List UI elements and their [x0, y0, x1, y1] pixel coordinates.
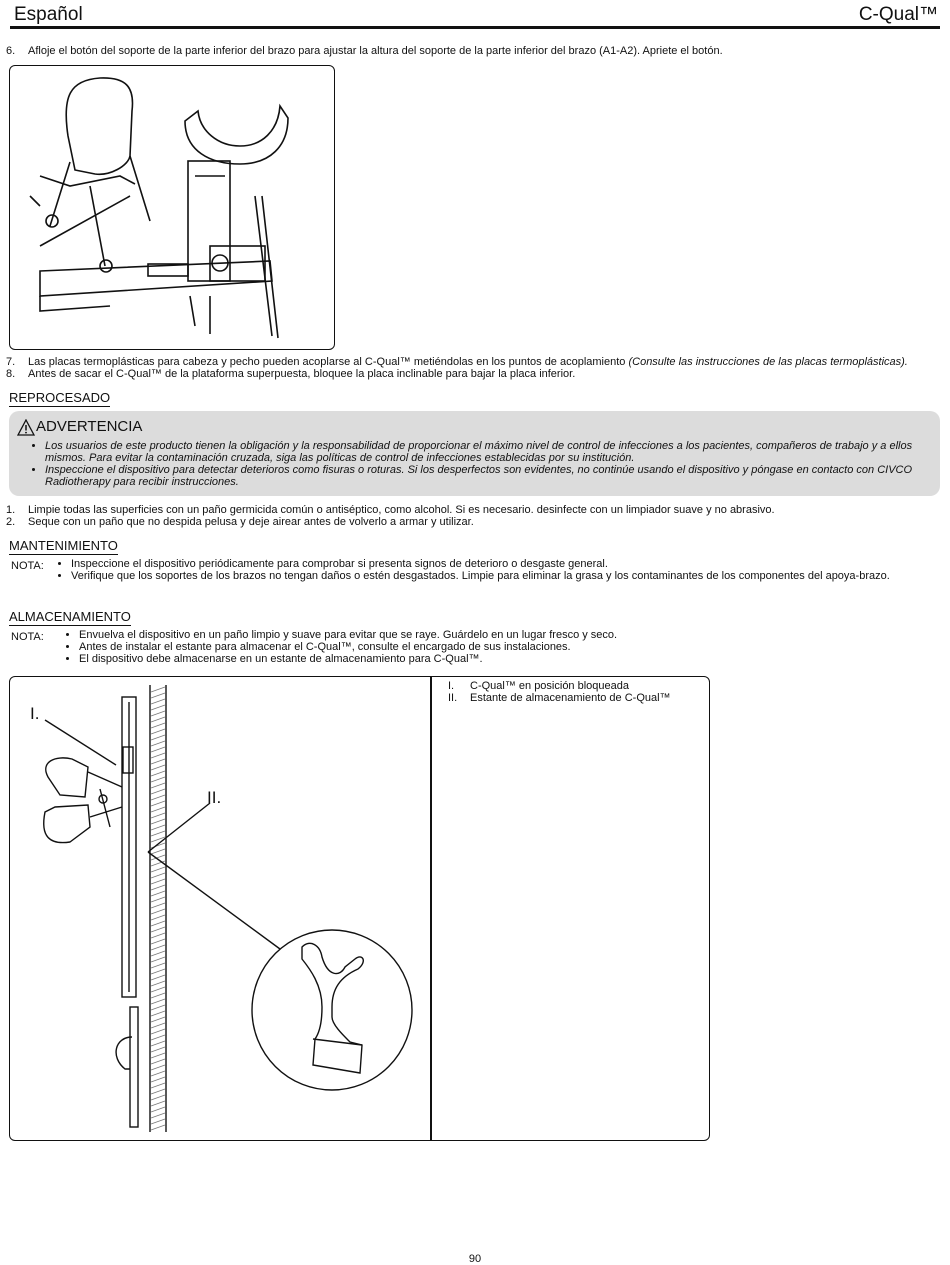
warning-list — [27, 440, 935, 488]
maintenance-list — [53, 558, 891, 582]
list-item: • El dispositivo debe almacenarse en un estante de almacenamiento para C-Qual™. — [79, 653, 879, 665]
legend-text: C-Qual™ en posición bloqueada — [470, 680, 629, 692]
storage-list — [61, 629, 879, 665]
step-text: Limpie todas las superficies con un paño germicida común o antiséptico, como alcohol. Si es necesario. desinfecte con un limpiador suave y no abrasivo. — [28, 504, 775, 516]
nota-label: NOTA: — [11, 560, 44, 572]
callout-label-1: I. — [30, 704, 40, 723]
list-item: • Verifique que los soportes de los brazos no tengan daños o estén desgastados. Limpie para eliminar la grasa y los contaminantes de los componentes del apoya-brazo. — [71, 570, 891, 582]
figure-divider — [430, 677, 432, 1140]
storage-illustration — [10, 677, 430, 1140]
page-number: 90 — [468, 1253, 482, 1265]
figure-storage — [9, 676, 710, 1141]
nota-label: NOTA: — [11, 631, 44, 643]
warning-item: • Inspeccione el dispositivo para detectar deterioros como fisuras o roturas. Si los desperfectos son evidentes, no continúe usando el dispositivo y póngase en contacto con CIVCO Radiotherapy para recibir instrucciones. — [45, 464, 935, 488]
arm-support-illustration — [10, 66, 334, 349]
step-text: Seque con un paño que no despida pelusa y deje airear antes de volverlo a armar y utilizar. — [28, 516, 474, 528]
section-title-almacenamiento: ALMACENAMIENTO — [9, 609, 131, 624]
step-number: 2. — [6, 516, 16, 528]
step-number: 8. — [6, 368, 16, 380]
step-text: Antes de sacar el C-Qual™ de la plataforma superpuesta, bloquee la placa inclinable para bajar la placa inferior. — [28, 368, 576, 380]
legend-text: Estante de almacenamiento de C-Qual™ — [470, 692, 671, 704]
page-header — [10, 4, 940, 29]
warning-icon — [17, 419, 35, 436]
step-number: 6. — [6, 45, 16, 57]
step-number: 7. — [6, 356, 16, 368]
list-item: • Antes de instalar el estante para almacenar el C-Qual™, consulte el encargado de sus instalaciones. — [79, 641, 879, 653]
warning-title: ADVERTENCIA — [36, 418, 143, 435]
section-title-reprocesado: REPROCESADO — [9, 390, 111, 405]
step-text: Afloje el botón del soporte de la parte inferior del brazo para ajustar la altura del soporte de la parte inferior del brazo (A1-A2). Apriete el botón. — [28, 45, 723, 57]
legend-roman: I. — [448, 680, 455, 692]
list-item: • Inspeccione el dispositivo periódicamente para comprobar si presenta signos de deterioro o desgaste general. — [71, 558, 891, 570]
legend-roman: II. — [448, 692, 458, 704]
callout-label-2: II. — [207, 788, 222, 807]
step-text-italic: (Consulte las instrucciones de las placas termoplásticas). — [628, 356, 908, 368]
warning-item: • Los usuarios de este producto tienen la obligación y la responsabilidad de proporcionar el máximo nivel de control de infecciones a los pacientes, compañeros de trabajo y a ellos mismos. Para evitar la contaminación cruzada, siga las políticas de control de infecciones establecidas por su institución. — [45, 440, 935, 464]
header-product: C-Qual™ — [858, 4, 938, 25]
section-title-mantenimiento: MANTENIMIENTO — [9, 538, 118, 553]
warning-box — [9, 411, 940, 496]
header-language: Español — [14, 4, 83, 25]
list-item: • Envuelva el dispositivo en un paño limpio y suave para evitar que se raye. Guárdelo en un lugar fresco y seco. — [79, 629, 879, 641]
figure-arm-support — [9, 65, 335, 350]
step-text: Las placas termoplásticas para cabeza y pecho pueden acoplarse al C-Qual™ metiéndolas en los puntos de acoplamiento — [28, 356, 629, 368]
step-number: 1. — [6, 504, 16, 516]
